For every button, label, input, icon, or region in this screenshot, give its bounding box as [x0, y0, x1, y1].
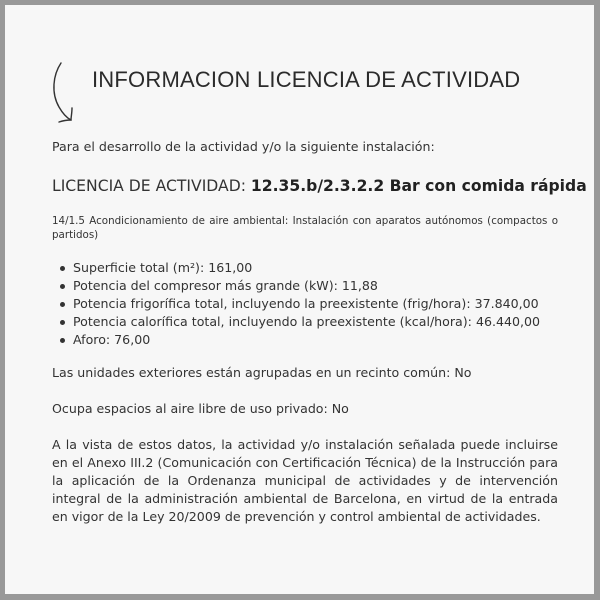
- spec-value: 46.440,00: [475, 314, 541, 329]
- list-item: [52, 259, 558, 277]
- page-title: INFORMACION LICENCIA DE ACTIVIDAD: [92, 67, 521, 92]
- agrupadas-text: Las unidades exteriores están agrupadas en un recinto común: No: [52, 365, 472, 380]
- curved-arrow-down-icon: [49, 61, 79, 125]
- aire-libre-text: Ocupa espacios al aire libre de uso privado: No: [52, 401, 349, 416]
- specs-list: [52, 259, 558, 349]
- list-item: [52, 295, 558, 313]
- list-item: [52, 277, 558, 295]
- spec-value: 161,00: [208, 260, 253, 275]
- spec-value: 37.840,00: [474, 296, 539, 311]
- licencia-label: LICENCIA DE ACTIVIDAD:: [52, 177, 251, 195]
- conclusion-paragraph: A la vista de estos datos, la actividad y/o instalación señalada puede incluirse en el Anexo III.2 (Comunicación con Certificación Técnica) de la Instrucción para la aplicación de la Ordenanza municipal de actividades y de intervención integral de la administración ambiental de Barcelona, en virtud de la entrada en vigor de la Ley 20/2009 de prevención y control ambiental de actividades.: [52, 437, 558, 524]
- epigrafe-text: 14/1.5 Acondicionamiento de aire ambiental: Instalación con aparatos autónomos (compactos o partidos): [52, 215, 558, 241]
- list-item: [52, 331, 558, 349]
- spec-label: Aforo:: [73, 332, 115, 347]
- list-item: [52, 313, 558, 331]
- licencia-heading: [52, 175, 587, 197]
- spec-label: Potencia frigorífica total, incluyendo la preexistente (frig/hora):: [73, 296, 475, 311]
- spec-label: Potencia del compresor más grande (kW):: [73, 278, 342, 293]
- spec-label: Potencia calorífica total, incluyendo la preexistente (kcal/hora):: [73, 314, 476, 329]
- document-card: [5, 5, 594, 594]
- intro-text: Para el desarrollo de la actividad y/o la siguiente instalación:: [52, 139, 435, 154]
- licencia-value: 12.35.b/2.3.2.2 Bar con comida rápida: [250, 177, 587, 195]
- spec-value: 11,88: [341, 278, 378, 293]
- spec-label: Superficie total (m²):: [73, 260, 209, 275]
- spec-value: 76,00: [114, 332, 151, 347]
